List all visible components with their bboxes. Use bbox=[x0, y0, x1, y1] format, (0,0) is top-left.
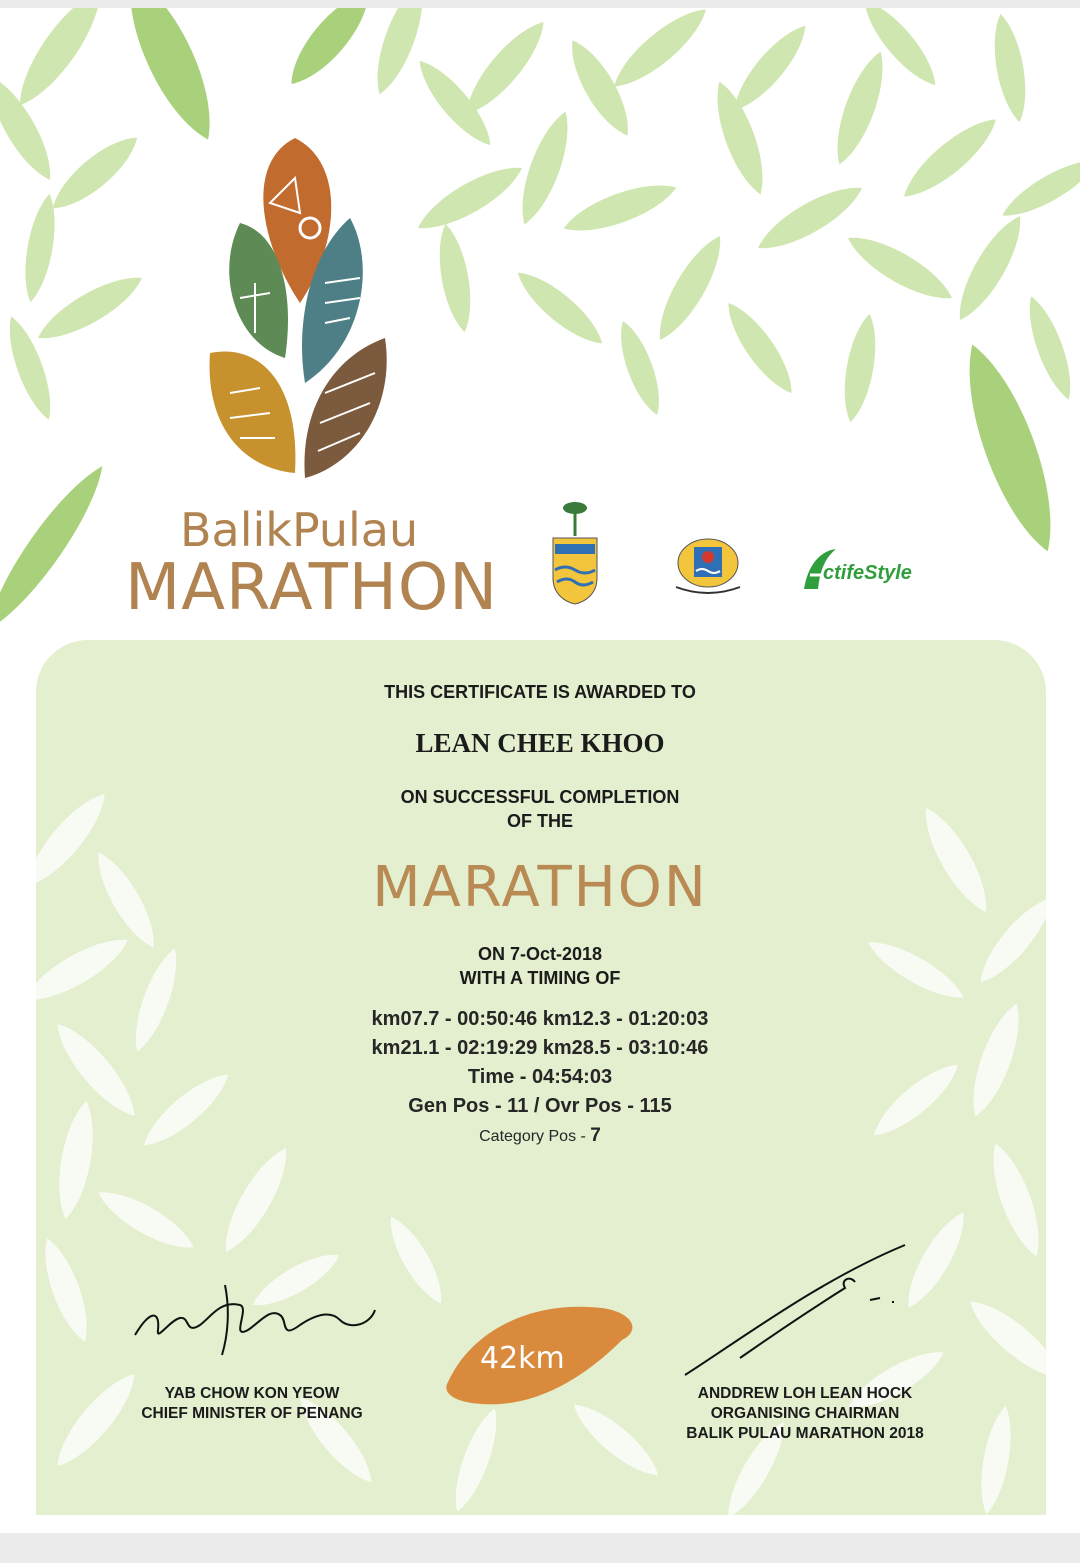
actifestyle-logo-text: ctifeStyle bbox=[823, 562, 912, 584]
split-times-1: km07.7 - 00:50:46 km12.3 - 01:20:03 bbox=[371, 1008, 709, 1030]
logo-text-marathon: MARATHON bbox=[125, 551, 499, 625]
category-label: Category Pos - bbox=[479, 1128, 591, 1145]
signatory-right bbox=[650, 1384, 960, 1444]
signatory-right-title: ORGANISING CHAIRMAN bbox=[710, 1405, 900, 1422]
completion-line-2: OF THE bbox=[507, 811, 573, 831]
position-summary: Gen Pos - 11 / Ovr Pos - 115 bbox=[408, 1095, 672, 1117]
distance-badge-label: 42km bbox=[480, 1341, 565, 1376]
signatory-right-org: BALIK PULAU MARATHON 2018 bbox=[686, 1425, 924, 1442]
distance-badge bbox=[442, 1300, 638, 1408]
event-name: MARATHON bbox=[372, 855, 708, 920]
balik-pulau-leaf-logo bbox=[200, 133, 400, 493]
signatory-right-name: ANDDREW LOH LEAN HOCK bbox=[697, 1385, 913, 1402]
signatory-left-title: CHIEF MINISTER OF PENANG bbox=[141, 1405, 363, 1422]
penang-state-crest bbox=[545, 498, 605, 610]
split-times-2: km21.1 - 02:19:29 km28.5 - 03:10:46 bbox=[371, 1037, 709, 1059]
city-council-crest bbox=[668, 533, 748, 601]
awarded-to-heading: THIS CERTIFICATE IS AWARDED TO bbox=[384, 682, 696, 702]
event-date: ON 7-Oct-2018 bbox=[477, 944, 603, 964]
timing-label: WITH A TIMING OF bbox=[459, 968, 621, 988]
finish-time: Time - 04:54:03 bbox=[467, 1066, 613, 1088]
logo-text-balikpulau: BalikPulau bbox=[180, 503, 419, 557]
chief-minister-signature bbox=[130, 1280, 385, 1360]
category-position bbox=[0, 1125, 1080, 1147]
chairman-signature bbox=[680, 1240, 910, 1380]
recipient-name: LEAN CHEE KHOO bbox=[415, 728, 665, 758]
signatory-left-name: YAB CHOW KON YEOW bbox=[164, 1385, 340, 1402]
completion-line-1: ON SUCCESSFUL COMPLETION bbox=[400, 787, 680, 807]
signatory-left bbox=[112, 1384, 392, 1424]
category-value: 7 bbox=[590, 1125, 601, 1146]
